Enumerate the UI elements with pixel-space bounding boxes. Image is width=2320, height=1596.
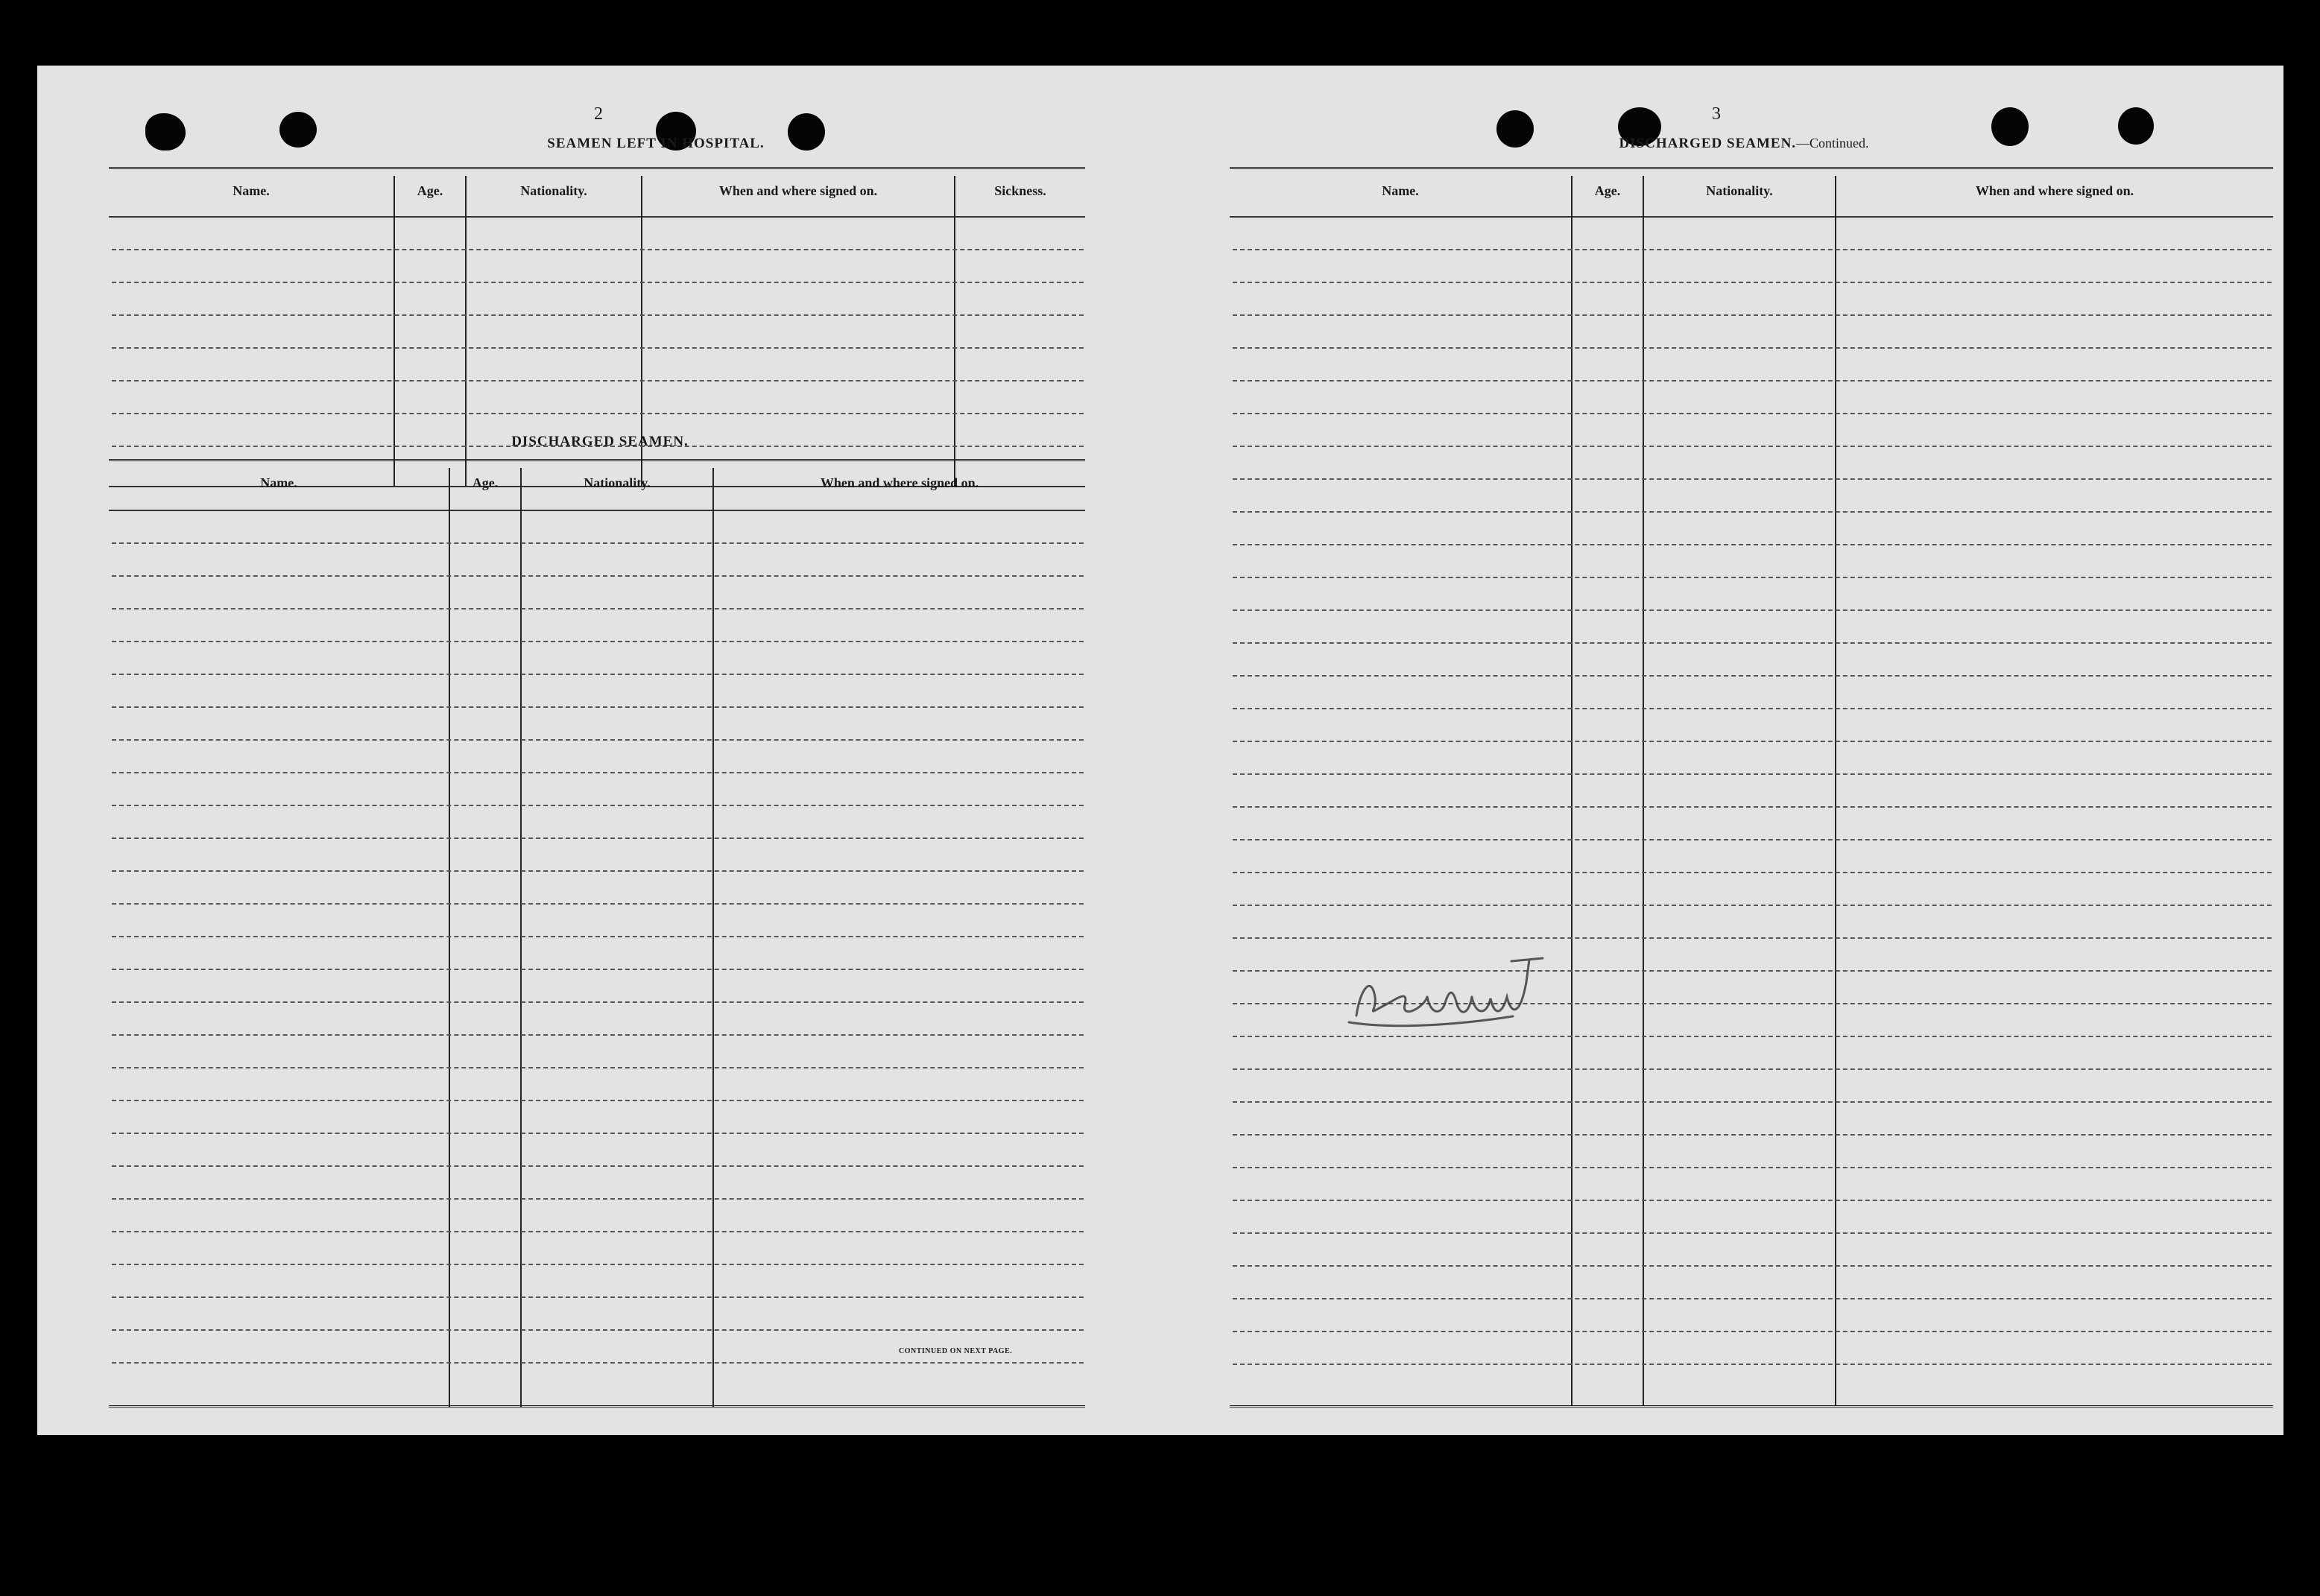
hospital-col-divider <box>954 176 955 486</box>
ruled-line <box>112 805 1084 806</box>
page-number-right: 3 <box>1712 104 1721 124</box>
ruled-line <box>1233 1232 2272 1234</box>
hospital-header-underline <box>109 216 1085 218</box>
ruled-line <box>1233 544 2272 545</box>
punch-hole <box>279 112 317 148</box>
punch-hole <box>1496 110 1534 148</box>
ruled-line <box>112 282 1084 283</box>
discharged-col-signed-on: When and where signed on. <box>820 475 979 490</box>
ruled-line <box>112 1133 1084 1134</box>
ruled-line <box>1233 1167 2272 1168</box>
ruled-line <box>1233 1298 2272 1299</box>
ruled-line <box>1233 478 2272 480</box>
ruled-line <box>1233 773 2272 775</box>
ruled-line <box>112 772 1084 773</box>
hospital-col-sickness: Sickness. <box>994 183 1046 198</box>
ruled-line <box>112 1100 1084 1101</box>
ruled-line <box>1233 413 2272 414</box>
ruled-line <box>1233 741 2272 742</box>
ruled-line <box>1233 1101 2272 1103</box>
ruled-line <box>1233 1068 2272 1070</box>
discharged-continued-title <box>1558 136 1930 152</box>
continued-note: CONTINUED ON NEXT PAGE. <box>899 1347 1013 1355</box>
ruled-line <box>1233 1036 2272 1037</box>
ruled-line <box>112 641 1084 642</box>
ruled-line <box>1233 708 2272 709</box>
ruled-line <box>112 739 1084 741</box>
ruled-line <box>112 1001 1084 1003</box>
punch-hole <box>2118 107 2154 145</box>
ruled-line <box>1233 1200 2272 1201</box>
discharged-section-title: DISCHARGED SEAMEN. <box>511 434 689 449</box>
ruled-line <box>1233 314 2272 316</box>
ruled-line <box>112 1198 1084 1200</box>
ruled-line <box>112 1165 1084 1167</box>
ruled-line <box>112 1034 1084 1036</box>
ruled-line <box>112 1264 1084 1265</box>
ruled-line <box>112 380 1084 381</box>
hospital-col-divider <box>393 176 395 486</box>
ruled-line <box>112 575 1084 577</box>
ruled-line <box>1233 839 2272 840</box>
ruled-line <box>1233 282 2272 283</box>
ruled-line <box>112 674 1084 675</box>
ruled-line <box>1233 1331 2272 1332</box>
right-col-divider <box>1643 176 1644 1405</box>
discharged-col-nationality: Nationality. <box>584 475 651 490</box>
right-col-nationality: Nationality. <box>1706 183 1773 198</box>
hospital-col-signed-on: When and where signed on. <box>718 183 878 198</box>
ruled-line <box>112 837 1084 839</box>
ruled-line <box>1233 347 2272 349</box>
ruled-line <box>112 870 1084 872</box>
hospital-top-rule <box>109 167 1085 169</box>
hospital-col-age: Age. <box>417 183 443 198</box>
ruled-line <box>1233 577 2272 578</box>
ruled-line <box>1233 511 2272 513</box>
ruled-line <box>112 347 1084 349</box>
ruled-line <box>1233 872 2272 873</box>
right-col-divider <box>1835 176 1836 1405</box>
ruled-line <box>1233 446 2272 447</box>
ruled-line <box>112 1231 1084 1232</box>
right-top-rule <box>1230 167 2273 169</box>
ruled-line <box>112 413 1084 414</box>
discharged-continued-main: DISCHARGED SEAMEN. <box>1619 136 1797 151</box>
ruled-line <box>112 1296 1084 1298</box>
ruled-line <box>1233 1364 2272 1365</box>
ruled-line <box>112 1362 1084 1364</box>
ruled-line <box>112 936 1084 937</box>
right-col-divider <box>1571 176 1573 1405</box>
ruled-line <box>1233 380 2272 381</box>
ruled-line <box>112 314 1084 316</box>
discharged-col-age: Age. <box>472 475 499 490</box>
right-bottom-rule <box>1230 1405 2273 1407</box>
right-col-name: Name. <box>1382 183 1419 198</box>
ruled-line <box>112 1067 1084 1068</box>
ruled-line <box>1233 609 2272 611</box>
ruled-line <box>112 608 1084 609</box>
ruled-line <box>112 969 1084 970</box>
right-col-signed-on: When and where signed on. <box>1975 183 2134 198</box>
punch-hole <box>1991 107 2029 146</box>
right-col-age: Age. <box>1594 183 1621 198</box>
ruled-line <box>112 903 1084 905</box>
ruled-line <box>112 1329 1084 1331</box>
hospital-col-nationality: Nationality. <box>520 183 587 198</box>
hospital-col-name: Name. <box>233 183 270 198</box>
right-header-underline <box>1230 216 2273 218</box>
ruled-line <box>1233 905 2272 906</box>
discharged-col-name: Name. <box>260 475 297 490</box>
ruled-line <box>1233 675 2272 677</box>
page-number-left: 2 <box>594 104 603 124</box>
ruled-line <box>1233 1265 2272 1267</box>
discharged-bottom-rule <box>109 1405 1085 1407</box>
handwritten-annotation <box>1341 945 1565 1034</box>
ruled-line <box>1233 249 2272 250</box>
form-sheet <box>37 66 2283 1435</box>
ruled-line <box>112 706 1084 708</box>
ruled-line <box>1233 1134 2272 1136</box>
ruled-line <box>112 249 1084 250</box>
discharged-header-underline <box>109 510 1085 511</box>
ruled-line <box>1233 806 2272 808</box>
punch-hole <box>145 113 186 151</box>
ruled-line <box>1233 642 2272 644</box>
ruled-line <box>1233 937 2272 939</box>
continued-suffix: —Continued. <box>1796 136 1869 151</box>
hospital-section-title: SEAMEN LEFT IN HOSPITAL. <box>547 136 765 151</box>
ruled-line <box>112 542 1084 544</box>
discharged-top-rule <box>109 459 1085 461</box>
